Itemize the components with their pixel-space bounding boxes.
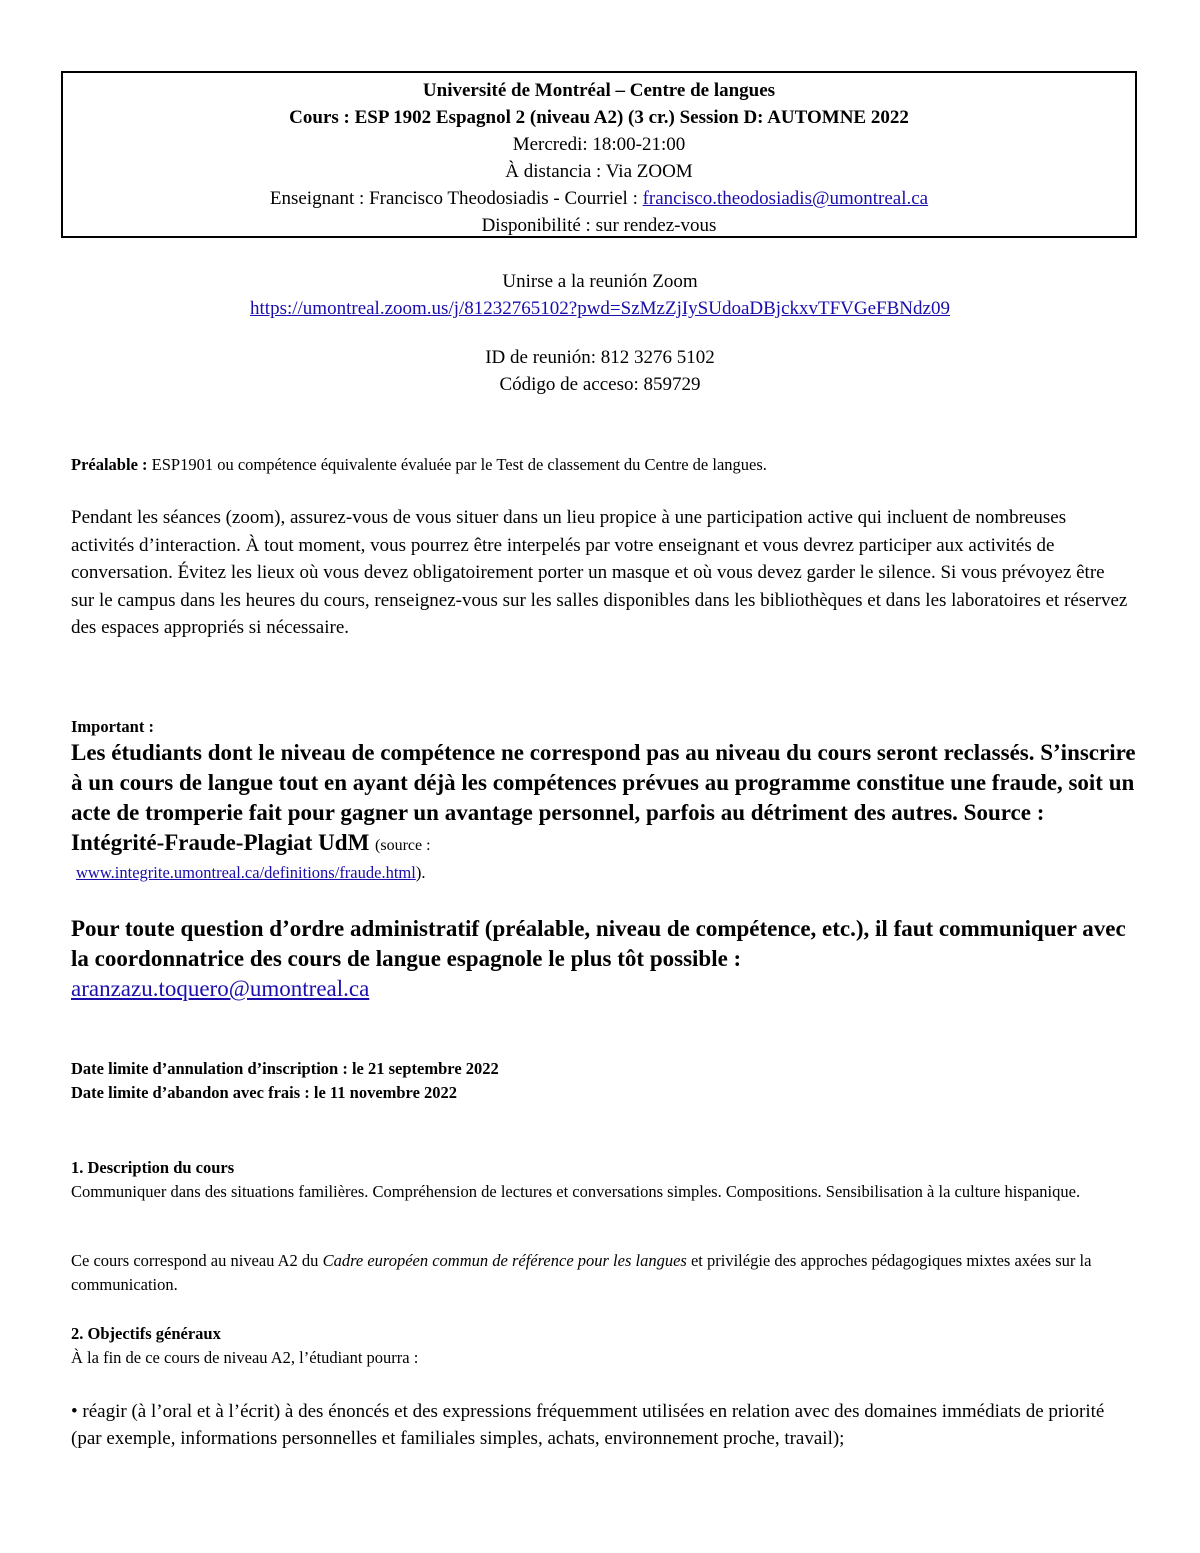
- section2-title: 2. Objectifs généraux: [71, 1324, 221, 1343]
- availability: Disponibilité : sur rendez-vous: [481, 215, 717, 236]
- source-line: [76, 861, 1136, 885]
- section-description: [71, 1156, 1131, 1204]
- section2-intro: À la fin de ce cours de niveau A2, l’étudiant pourra :: [71, 1348, 419, 1367]
- section1-title: 1. Description du cours: [71, 1158, 235, 1177]
- important-source-open: (source :: [375, 837, 431, 854]
- zoom-title: Unirse a la reunión Zoom: [502, 271, 698, 292]
- cecr-title: Cadre européen commun de référence pour les langues: [322, 1251, 687, 1270]
- zoom-passcode: Código de acceso: 859729: [499, 374, 701, 395]
- admin-paragraph: [71, 914, 1141, 1004]
- source-close: ).: [415, 863, 426, 882]
- course-header-box: [61, 71, 1137, 238]
- important-body: Les étudiants dont le niveau de compétence ne correspond pas au niveau du cours seront reclassés. S’inscrire à un cours de langue tout en ayant déjà les compétences prévues au programme constitue une fraude, soit un acte de tromperie fait pour gagner un avantage personnel, parfois au détriment des autres. Source : Intégrité-Fraude-Plagiat UdM: [71, 740, 1136, 855]
- section1-p2-after: et privilégie des approches pédagogiques mixtes axées sur la communication.: [71, 1251, 1092, 1294]
- sessions-paragraph: Pendant les séances (zoom), assurez-vous de vous situer dans un lieu propice à une participation active qui incluent de nombreuses activités d’interaction. À tout moment, vous pourrez être interpelés par votre enseignant et vous devrez participer aux activités de conversation. Évitez les lieux où vous devez obligatoirement porter un masque et où vous devez garder le silence. Si vous prévoyez être sur le campus dans les heures du cours, renseignez-vous sur les salles disponibles dans les bibliothèques et dans les laboratoires et réservez des espaces appropriés si nécessaire.: [71, 507, 1128, 638]
- schedule: Mercredi: 18:00-21:00: [512, 134, 686, 155]
- drop-deadline: Date limite d’abandon avec frais : le 11 novembre 2022: [71, 1083, 458, 1102]
- teacher-email-link[interactable]: francisco.theodosiadis@umontreal.ca: [642, 188, 929, 209]
- prerequisite-label: Préalable :: [71, 455, 148, 474]
- section1-p2: [71, 1249, 1131, 1297]
- section1-p1: Communiquer dans des situations familières. Compréhension de lectures et conversations simples. Compositions. Sensibilisation à la culture hispanique.: [71, 1182, 1081, 1201]
- important-text: [71, 738, 1141, 861]
- prerequisite-text: ESP1901 ou compétence équivalente évaluée par le Test de classement du Centre de langues.: [147, 455, 767, 474]
- zoom-url-link[interactable]: https://umontreal.zoom.us/j/81232765102?pwd=SzMzZjIySUdoaDBjckxvTFVGeFBNdz09: [250, 298, 950, 319]
- important-label: Important :: [71, 717, 154, 736]
- zoom-meeting-id: ID de reunión: 812 3276 5102: [485, 347, 715, 368]
- section1-p2-before: Ce cours correspond au niveau A2 du: [71, 1251, 323, 1270]
- zoom-section: [0, 268, 1200, 398]
- source-url-link[interactable]: www.integrite.umontreal.ca/definitions/fraude.html: [76, 863, 416, 882]
- prerequisite: [71, 453, 1131, 477]
- admin-text: Pour toute question d’ordre administratif (préalable, niveau de compétence, etc.), il faut communiquer avec la coordonnatrice des cours de langue espagnole le plus tôt possible :: [71, 916, 1126, 971]
- objective-bullet-1: • réagir (à l’oral et à l’écrit) à des énoncés et des expressions fréquemment utilisées en relation avec des domaines immédiats de priorité (par exemple, informations personnelles et familiales simples, achats, environnement proche, travail);: [71, 1401, 1105, 1449]
- university-title: Université de Montréal – Centre de langues: [422, 80, 776, 101]
- deadlines: [71, 1057, 1131, 1105]
- cancel-deadline: Date limite d’annulation d’inscription : le 21 septembre 2022: [71, 1059, 499, 1078]
- teacher-line: [63, 185, 1135, 212]
- coordinator-email-link[interactable]: aranzazu.toquero@umontreal.ca: [71, 976, 370, 1001]
- delivery-mode: À distancia : Via ZOOM: [505, 161, 693, 182]
- teacher-label: Enseignant : Francisco Theodosiadis - Courriel :: [269, 188, 643, 209]
- course-title: Cours : ESP 1902 Espagnol 2 (niveau A2) (3 cr.) Session D: AUTOMNE 2022: [289, 107, 909, 128]
- section-objectives: [71, 1322, 1131, 1370]
